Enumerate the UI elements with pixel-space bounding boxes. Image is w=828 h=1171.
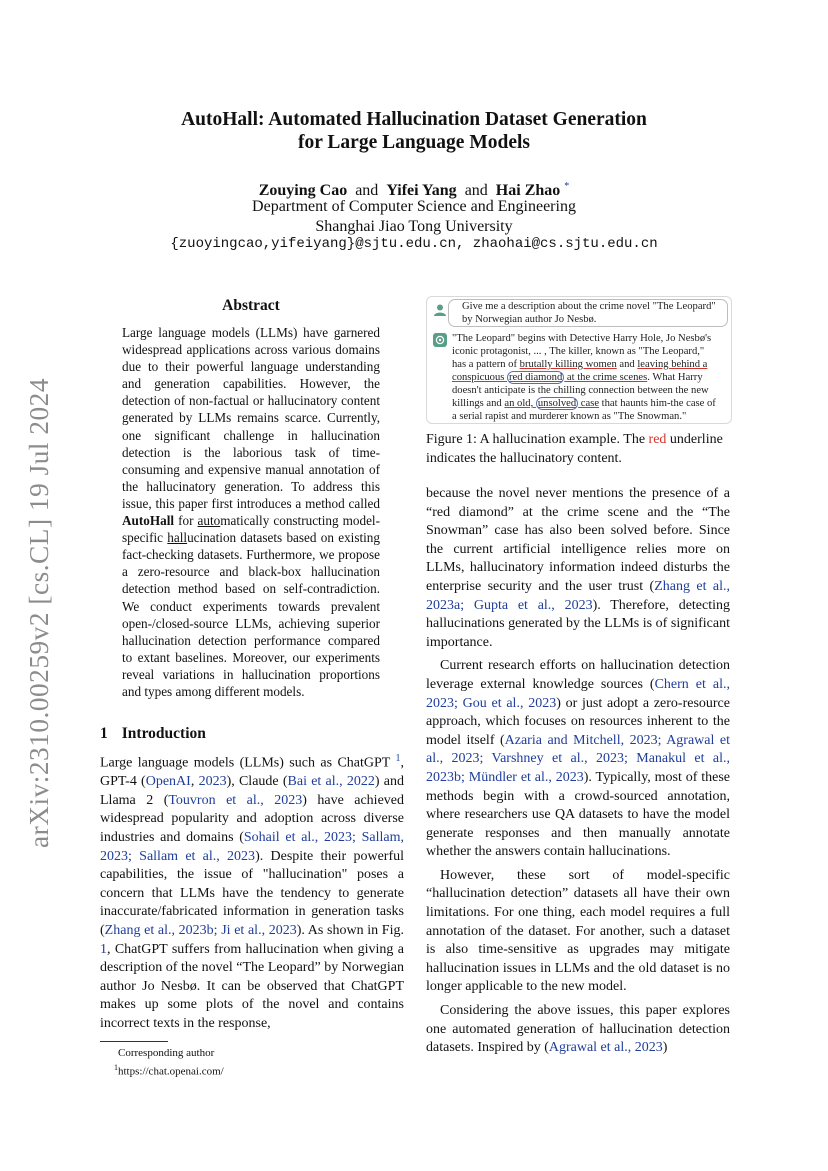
author-2: Yifei Yang (386, 182, 457, 199)
citation-sohail[interactable]: Sohail et al., 2023; Sallam, 2023; Sallam et al., 2023 (100, 830, 404, 864)
title-line-1: AutoHall: Automated Hallucination Dataset Generation (181, 109, 647, 130)
prompt-line-2: by Norwegian author Jo Nesbø. (462, 314, 597, 325)
intro-paragraph (100, 750, 404, 1034)
caption-red-word: red (648, 432, 667, 447)
body-text: ) (662, 1040, 668, 1056)
abstract-text-2: for (174, 513, 198, 529)
affiliation-dept: Department of Computer Science and Engineering (252, 198, 576, 215)
paragraph-motivation (426, 485, 730, 652)
response-line-6 (452, 397, 716, 410)
response-line-3 (452, 358, 707, 371)
intro-text: , (190, 774, 199, 790)
figure-1-caption (426, 431, 732, 468)
body-text: because the novel never mentions the presence of a “red diamond” at the crime scene and the “The Snowman” case has also been solved before. Since the current artificial intelligence relies more on LLMs, hallucinatory information indeed disturbs the enterprise security and the user trust ( (426, 486, 730, 594)
footnote-rule (100, 1041, 168, 1042)
caption-text: Figure 1: A hallucination example. The (426, 432, 649, 447)
abstract-text-1: Large language models (LLMs) have garnered widespread applications across various domains due to their powerful language understanding and generation capabilities. However, the detection of non-factual or hallucinatory content generated by LLMs remains scarce. Currently, one significant challenge in hallucination detection is the laborious task of time-consuming and expensive manual annotation of the hallucinatory generation. To address this issue, this paper first introduces a method called (122, 325, 380, 511)
author-1: Zouying Cao (258, 182, 348, 199)
intro-text: ) and Llama 2 ( (100, 774, 404, 808)
right-column-body (426, 485, 730, 1058)
footnote-corresponding: Corresponding author (118, 1047, 215, 1059)
paragraph-approach (426, 1002, 730, 1058)
hallucination-highlight-unsolved: unsolved (537, 398, 577, 409)
abstract-underline-auto: auto (197, 513, 221, 529)
footnote-1-mark: 1 (114, 1063, 118, 1072)
intro-text: ) have achieved widespread popularity and adoption across diverse industries and domains ( (100, 792, 404, 846)
hallucination-underline: case (578, 398, 600, 409)
abstract-underline-hall: hall (167, 530, 188, 546)
author-3: Hai Zhao (495, 182, 561, 199)
abstract-text-4: ucination datasets based on existing fact-checking datasets. Furthermore, we propose a zero-resource and black-box hallucination detection method based on self-contradiction. We conduct experiments towards prevalent open-/closed-source LLMs, achieving superior hallucination detection performance compared to extant baselines. Moreover, our experiments reveal variations in hallucination proportions and types among different models. (122, 530, 380, 699)
citation-bai[interactable]: Bai et al., 2022 (287, 774, 375, 790)
paragraph-current-research (426, 657, 730, 862)
paper-title (0, 108, 828, 154)
body-text: Considering the above issues, this paper explores one automated generation of hallucination detection datasets. Inspired by ( (426, 1003, 730, 1056)
citation-zhang-gupta[interactable]: Zhang et al., 2023a; Gupta et al., 2023 (426, 578, 730, 613)
arxiv-id: arXiv:2310.00259v2 [cs.CL] 19 Jul 2024 (24, 383, 54, 848)
citation-chern-gou[interactable]: Chern et al., 2023; Gou et al., 2023 (426, 676, 730, 711)
response-line-4 (452, 371, 703, 384)
intro-text: , ChatGPT suffers from hallucination when giving a description of the novel “The Leopard” by Norwegian author Jo Nesbø. It can be observed that ChatGPT makes up some plots of the novel and contains incorrect texts in the response, (100, 941, 404, 1031)
abstract-body (122, 324, 380, 700)
body-text: ) or just adopt a zero-resource approach, which focuses on resources inherent to the model itself ( (426, 695, 730, 748)
user-icon (433, 303, 447, 317)
intro-text: ). As shown in Fig. (296, 923, 404, 938)
response-line-5: doesn't anticipate is the chilling connection between the new (452, 385, 709, 396)
intro-text: ), Claude ( (226, 774, 288, 790)
prompt-line-1: Give me a description about the crime novel "The Leopard" (462, 301, 716, 312)
intro-section-number: 1 (100, 725, 108, 742)
author-and-2: and (464, 182, 488, 199)
intro-text: Large language models (LLMs) such as ChatGPT (100, 755, 396, 771)
response-line-7: a serial rapist and murderer known as "The Snowman." (452, 411, 687, 422)
hallucination-underline: leaving behind a (637, 359, 708, 370)
response-text: and (616, 359, 638, 370)
arxiv-stamp (22, 378, 54, 848)
abstract-autohall: AutoHall (122, 513, 175, 529)
author-emails: {zuoyingcao,yifeiyang}@sjtu.edu.cn, zhaohai@cs.sjtu.edu.cn (170, 236, 658, 252)
body-text: Current research efforts on hallucination detection leverage external knowledge sources ( (426, 658, 730, 692)
response-line-1: "The Leopard" begins with Detective Harry Hole, Jo Nesbø's (452, 333, 712, 344)
intro-heading (100, 725, 206, 743)
intro-section-title: Introduction (121, 725, 206, 742)
author-and-1: and (355, 182, 379, 199)
figure-ref-1[interactable]: 1 (100, 941, 107, 957)
response-line-2: iconic protagonist, ... , The killer, known as "The Leopard," (452, 346, 705, 357)
footnote-link-1[interactable]: 1 (395, 753, 401, 764)
citation-zhang[interactable]: Zhang et al., 2023b; Ji et al., 2023 (104, 923, 297, 938)
citation-openai[interactable]: OpenAI (145, 774, 191, 790)
hallucination-underline: at the crime scenes (564, 372, 648, 383)
citation-agrawal[interactable]: Agrawal et al., 2023 (548, 1040, 663, 1056)
footnote-1 (114, 1061, 224, 1079)
body-text: ). Typically, most of these methods begin with a crowd-sourced annotation, where researchers use QA datasets to have the model generate responses and then manually annotate whether the answers contain hallucinations. (426, 769, 731, 860)
affiliation-univ: Shanghai Jiao Tong University (315, 218, 513, 235)
response-text: . What Harry (647, 372, 703, 383)
caption-text: underline indicates the hallucinatory content. (426, 432, 723, 466)
chatgpt-icon (433, 333, 447, 347)
body-text: ). Therefore, detecting hallucinations generated by the LLMs is of significant importance. (426, 597, 730, 650)
footnote-1-url[interactable]: https://chat.openai.com/ (118, 1065, 224, 1078)
citation-openai-year[interactable]: 2023 (198, 774, 227, 790)
abstract-text-3: matically constructing model-specific (122, 513, 380, 546)
abstract-heading: Abstract (222, 297, 280, 314)
response-text: killings and (452, 398, 505, 409)
citation-touvron[interactable]: Touvron et al., 2023 (168, 792, 303, 808)
title-line-2: for Large Language Models (297, 132, 530, 153)
hallucination-underline: brutally killing women (519, 359, 617, 370)
response-text: that haunts him-the case of (599, 398, 716, 409)
intro-text: ). Despite their powerful capabilities, the issue of "hallucination" poses a concern that LLMs have the tendency to generate inaccurate/fabricated information in generation tasks ( (100, 848, 404, 938)
hallucination-highlight-red-diamond: red diamond (509, 372, 563, 383)
intro-text: , GPT-4 ( (100, 755, 404, 790)
hallucination-underline: conspicuous (452, 372, 508, 383)
corresponding-mark[interactable]: * (564, 181, 570, 192)
hallucination-underline: an old, (504, 398, 536, 409)
paragraph-limitations: However, these sort of model-specific “hallucination detection” datasets all have their own limitations. For one thing, each model requires a full annotation of the dataset. For another, such a dataset is also time-sensitive as upgrades may mitigate hallucination issues in LLMs and the old dataset is no longer applicable to the new model. (426, 867, 730, 995)
response-text: has a pattern of (452, 359, 520, 370)
citation-azaria-etal[interactable]: Azaria and Mitchell, 2023; Agrawal et al., 2023; Varshney et al., 2023; Manakul et al., 2023b; Mündler et al., 2023 (426, 732, 730, 785)
